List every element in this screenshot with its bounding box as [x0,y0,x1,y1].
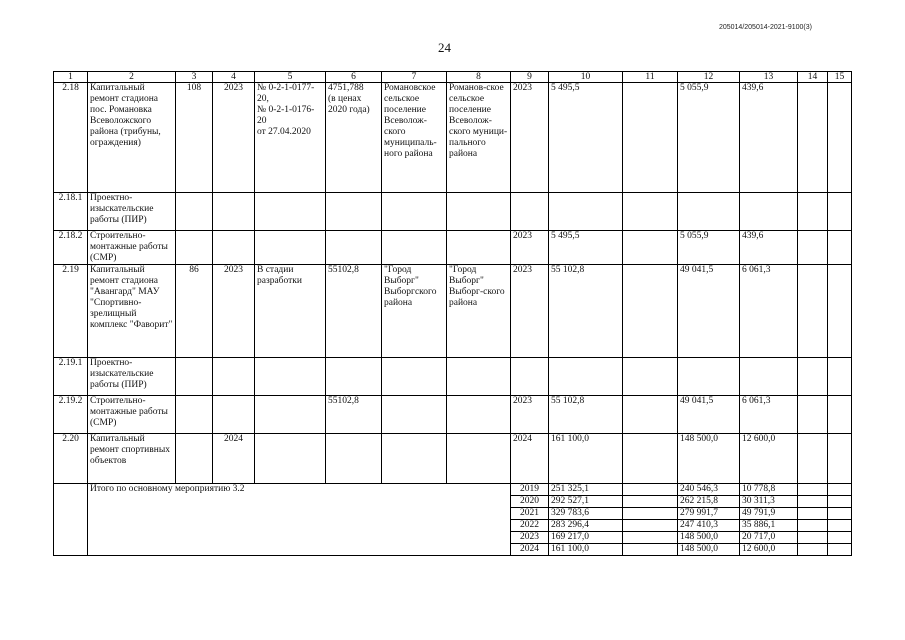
col-header: 5 [255,72,326,83]
total-cell-c10: 169 217,0 [549,532,623,544]
total-empty-cell [828,544,852,556]
cell-c3: 108 [176,83,213,193]
cell-c5 [255,193,326,231]
cell-num: 2.19.2 [54,396,88,434]
cell-c7 [382,358,447,396]
cell-num: 2.18.2 [54,231,88,265]
total-cell-c10: 283 296,4 [549,520,623,532]
col-header: 1 [54,72,88,83]
total-cell-c12: 148 500,0 [678,532,740,544]
cell-c11 [623,83,678,193]
cell-name: Строительно-монтажные работы (СМР) [88,396,176,434]
total-num-cell [54,484,88,556]
total-empty-cell [623,484,678,496]
cell-c4: 2024 [213,434,255,484]
cell-c11 [623,231,678,265]
cell-c9: 2024 [511,434,549,484]
cell-c15 [828,358,852,396]
cell-c12: 5 055,9 [678,231,740,265]
cell-c11 [623,193,678,231]
cell-c3 [176,434,213,484]
cell-c15 [828,231,852,265]
total-cell-c13: 20 717,0 [740,532,798,544]
cell-c3 [176,231,213,265]
total-cell-c13: 10 778,8 [740,484,798,496]
total-cell-c12: 240 546,3 [678,484,740,496]
total-empty-cell [623,544,678,556]
total-cell-c10: 329 783,6 [549,508,623,520]
total-empty-cell [798,508,828,520]
col-header: 3 [176,72,213,83]
cell-c5 [255,434,326,484]
total-cell-c13: 12 600,0 [740,544,798,556]
cell-c8 [447,231,511,265]
cell-c13: 439,6 [740,231,798,265]
cell-c8: Романов-ское сельское поселение Всеволож-ского муници-пального района [447,83,511,193]
table-row [54,396,852,434]
table-row [54,358,852,396]
cell-c11 [623,434,678,484]
cell-c12: 49 041,5 [678,396,740,434]
cell-c5 [255,396,326,434]
cell-c4: 2023 [213,83,255,193]
cell-c9: 2023 [511,231,549,265]
cell-c13: 6 061,3 [740,265,798,358]
cell-c15 [828,434,852,484]
document-code: 205014/205014-2021-9100(3) [718,24,812,31]
cell-c5 [255,358,326,396]
total-empty-cell [798,496,828,508]
cell-c11 [623,265,678,358]
total-cell-year: 2019 [511,484,549,496]
cell-c10: 55 102,8 [549,396,623,434]
col-header: 6 [326,72,382,83]
col-header: 9 [511,72,549,83]
cell-c9: 2023 [511,396,549,434]
cell-c12: 49 041,5 [678,265,740,358]
total-cell-year: 2020 [511,496,549,508]
cell-name: Капитальный ремонт стадиона пос. Романовка Всеволожского района (трибуны, ограждения) [88,83,176,193]
total-empty-cell [623,496,678,508]
cell-c6 [326,358,382,396]
cell-c14 [798,396,828,434]
cell-c6: 4751,788 (в ценах 2020 года) [326,83,382,193]
cell-c14 [798,83,828,193]
cell-c8 [447,396,511,434]
cell-c6 [326,193,382,231]
cell-num: 2.18.1 [54,193,88,231]
cell-c3: 86 [176,265,213,358]
cell-c10: 161 100,0 [549,434,623,484]
total-empty-cell [828,508,852,520]
cell-c14 [798,193,828,231]
cell-c12 [678,193,740,231]
cell-c13 [740,193,798,231]
total-row [54,484,852,496]
page-number: 24 [438,40,451,55]
cell-c3 [176,396,213,434]
total-cell-c10: 161 100,0 [549,544,623,556]
total-label: Итого по основному мероприятию 3.2 [88,484,511,556]
cell-c10 [549,193,623,231]
total-cell-year: 2021 [511,508,549,520]
cell-c14 [798,434,828,484]
cell-name: Проектно-изыскательские работы (ПИР) [88,358,176,396]
col-header: 12 [678,72,740,83]
cell-c6 [326,434,382,484]
cell-c14 [798,358,828,396]
cell-c4 [213,396,255,434]
cell-c7 [382,434,447,484]
total-empty-cell [623,532,678,544]
cell-c15 [828,396,852,434]
cell-c12: 5 055,9 [678,83,740,193]
col-header: 7 [382,72,447,83]
total-empty-cell [828,520,852,532]
total-cell-c12: 262 215,8 [678,496,740,508]
cell-c12 [678,358,740,396]
cell-c10: 5 495,5 [549,83,623,193]
total-cell-year: 2023 [511,532,549,544]
cell-c7 [382,231,447,265]
cell-c14 [798,265,828,358]
total-cell-year: 2022 [511,520,549,532]
cell-c12: 148 500,0 [678,434,740,484]
cell-c13: 6 061,3 [740,396,798,434]
cell-c10: 5 495,5 [549,231,623,265]
cell-c5 [255,231,326,265]
total-empty-cell [623,508,678,520]
column-number-row [54,72,852,83]
cell-name: Строительно-монтажные работы (СМР) [88,231,176,265]
cell-c15 [828,83,852,193]
col-header: 10 [549,72,623,83]
cell-c3 [176,193,213,231]
cell-c9: 2023 [511,265,549,358]
cell-c13: 12 600,0 [740,434,798,484]
total-empty-cell [798,484,828,496]
cell-c6: 55102,8 [326,265,382,358]
col-header: 14 [798,72,828,83]
program-table [53,71,852,556]
col-header: 4 [213,72,255,83]
total-cell-c13: 49 791,9 [740,508,798,520]
cell-name: Проектно-изыскательские работы (ПИР) [88,193,176,231]
total-empty-cell [828,496,852,508]
total-cell-c13: 35 886,1 [740,520,798,532]
cell-num: 2.20 [54,434,88,484]
cell-c9 [511,193,549,231]
total-empty-cell [828,484,852,496]
cell-c15 [828,193,852,231]
cell-c15 [828,265,852,358]
cell-c14 [798,231,828,265]
cell-c10: 55 102,8 [549,265,623,358]
total-cell-c10: 292 527,1 [549,496,623,508]
cell-c7 [382,193,447,231]
cell-c8 [447,358,511,396]
cell-c6 [326,231,382,265]
cell-c10 [549,358,623,396]
total-empty-cell [798,532,828,544]
total-empty-cell [798,520,828,532]
cell-c3 [176,358,213,396]
cell-c4: 2023 [213,265,255,358]
cell-c8 [447,193,511,231]
cell-c6: 55102,8 [326,396,382,434]
col-header: 2 [88,72,176,83]
cell-c4 [213,358,255,396]
cell-c11 [623,358,678,396]
total-cell-c13: 30 311,3 [740,496,798,508]
cell-num: 2.19 [54,265,88,358]
cell-c8 [447,434,511,484]
total-empty-cell [623,520,678,532]
col-header: 11 [623,72,678,83]
cell-c9 [511,358,549,396]
cell-c13 [740,358,798,396]
cell-c7: Романовское сельское поселение Всеволож-ского муниципаль-ного района [382,83,447,193]
cell-c13: 439,6 [740,83,798,193]
table-row [54,434,852,484]
cell-num: 2.19.1 [54,358,88,396]
cell-c4 [213,193,255,231]
cell-c11 [623,396,678,434]
total-empty-cell [828,532,852,544]
col-header: 13 [740,72,798,83]
cell-c7: "Город Выборг" Выборгского района [382,265,447,358]
cell-num: 2.18 [54,83,88,193]
total-empty-cell [798,544,828,556]
total-cell-c10: 251 325,1 [549,484,623,496]
total-cell-c12: 148 500,0 [678,544,740,556]
cell-c5: № 0-2-1-0177-20, № 0-2-1-0176-20 от 27.04.2020 [255,83,326,193]
total-cell-year: 2024 [511,544,549,556]
total-cell-c12: 247 410,3 [678,520,740,532]
cell-c5: В стадии разработки [255,265,326,358]
col-header: 8 [447,72,511,83]
cell-c8: "Город Выборг" Выборг-ского района [447,265,511,358]
cell-c9: 2023 [511,83,549,193]
table-row [54,193,852,231]
table-row [54,265,852,358]
cell-c4 [213,231,255,265]
cell-name: Капитальный ремонт стадиона "Авангард" МАУ "Спортивно-зрелищный комплекс "Фаворит" [88,265,176,358]
table-row [54,83,852,193]
table-row [54,231,852,265]
col-header: 15 [828,72,852,83]
total-cell-c12: 279 991,7 [678,508,740,520]
cell-c7 [382,396,447,434]
cell-name: Капитальный ремонт спортивных объектов [88,434,176,484]
